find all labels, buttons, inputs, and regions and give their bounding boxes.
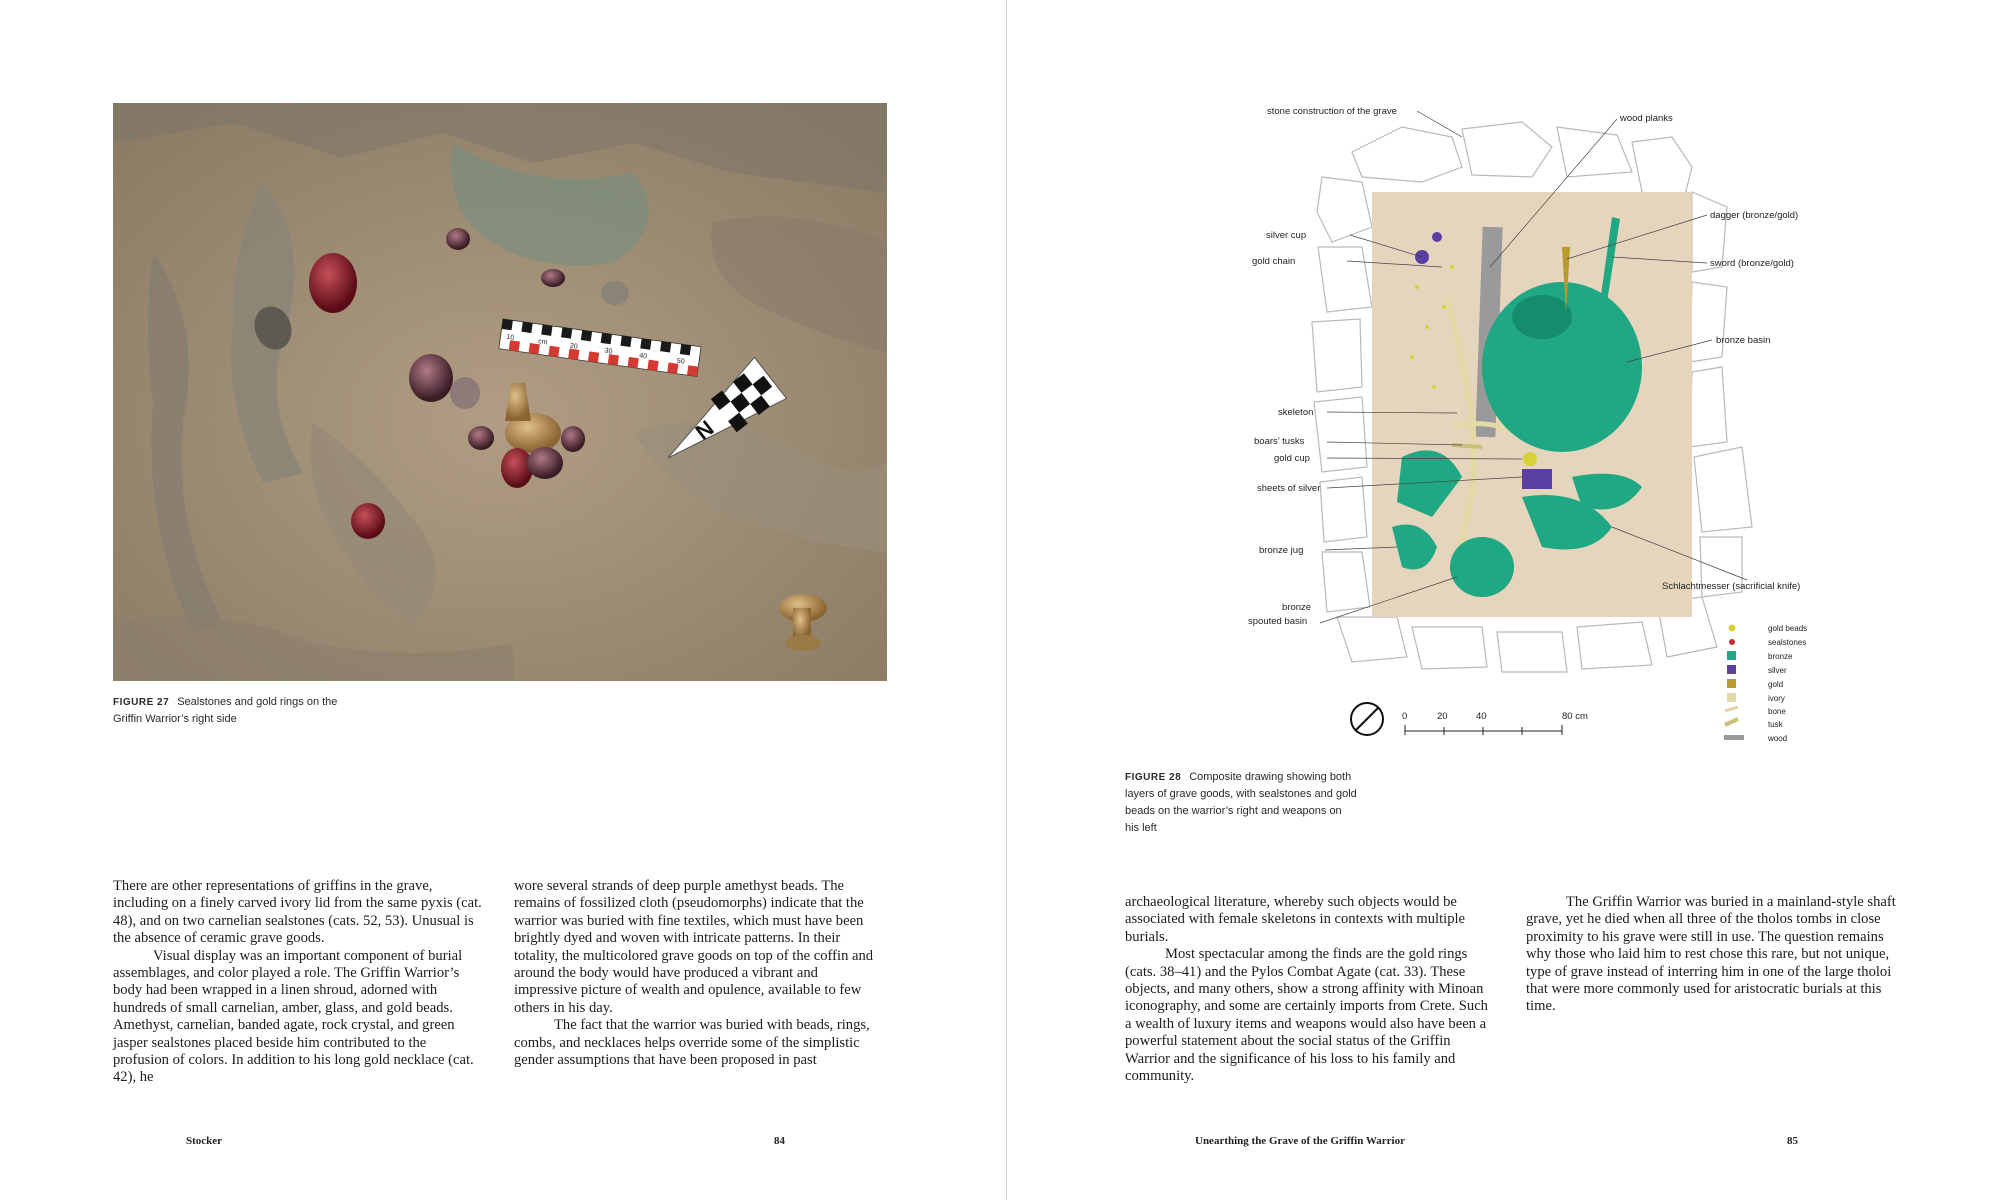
legend [1724, 624, 1807, 743]
legend-bronze: bronze [1768, 652, 1793, 661]
left-col2-paragraph-1: wore several strands of deep purple amethyst beads. The remains of fossilized cloth (pseudomorphs) indicate that the warrior was buried with fine textiles, which must have been brightly dyed and woven with intricate patterns. In their totality, the multicolored grave goods on top of the coffin and around the body would have produced a vibrant and impressive picture of wealth and opulence, available to few others in his day. [514, 878, 874, 1016]
legend-swatch-gold-beads [1729, 625, 1736, 632]
right-column-1 [1125, 894, 1495, 1085]
figure28-diagram [1222, 97, 1832, 755]
figure27-caption-line1: Sealstones and gold rings on the [177, 696, 338, 708]
scale-label-cm: cm [537, 338, 548, 347]
figure27-caption-line2: Griffin Warrior’s right side [113, 713, 237, 725]
scale-label-10: 10 [506, 333, 515, 342]
figure27-photo [113, 103, 887, 681]
label-sheets-of-silver: sheets of silver [1257, 483, 1321, 494]
left-col1-paragraph-2: Visual display was an important component of burial assemblages, and color played a role. The Griffin Warrior’s body had been wrapped in a linen shroud, adorned with hundreds of small carnelian, amber, glass, and gold beads. Amethyst, carnelian, banded agate, rock crystal, and green jasper sealstones placed beside him contributed to the profusion of colors. In addition to his long gold necklace (cat. 42), he [113, 947, 474, 1086]
right-footer-title: Unearthing the Grave of the Griffin Warrior [1195, 1135, 1405, 1147]
label-silver-cup: silver cup [1266, 230, 1307, 241]
legend-gold: gold [1768, 680, 1784, 689]
bronze-spouted-basin [1450, 537, 1514, 597]
legend-swatch-gold [1727, 679, 1736, 688]
scale-end: 80 cm [1562, 711, 1588, 722]
left-footer-author: Stocker [186, 1135, 223, 1147]
legend-gold-beads: gold beads [1768, 624, 1808, 633]
legend-sealstones: sealstones [1768, 638, 1807, 647]
legend-silver: silver [1768, 666, 1787, 675]
right-column-2 [1526, 894, 1896, 1016]
label-gold-chain: gold chain [1252, 256, 1296, 267]
label-bronze-spouted-2: spouted basin [1248, 616, 1308, 627]
label-gold-cup: gold cup [1274, 453, 1310, 464]
legend-swatch-ivory [1727, 693, 1736, 702]
legend-ivory: ivory [1768, 694, 1785, 703]
right-col2-paragraph-1: The Griffin Warrior was buried in a mainland-style shaft grave, yet he died when all three of the tholos tombs in close proximity to his grave were still in use. The question remains why those who laid him to rest chose this rare, but not unique, type of grave instead of interring him in one of the large tholoi that were more commonly used for aristocratic burials at this time. [1526, 894, 1896, 1015]
left-column-1 [113, 878, 483, 1087]
left-column-2 [514, 878, 884, 1069]
left-col2-paragraph-2: The fact that the warrior was buried with beads, rings, combs, and necklaces helps override some of the simplistic gender assumptions that have been proposed in past [514, 1017, 870, 1069]
scale-label-20: 20 [569, 342, 579, 351]
scale-tick-40: 40 [1476, 711, 1487, 722]
label-wood-planks: wood planks [1620, 113, 1673, 124]
north-symbol-icon [1351, 703, 1383, 735]
figure28-caption-line3: beads on the warrior’s right and weapons on [1125, 805, 1342, 817]
legend-swatch-bronze [1727, 651, 1736, 660]
right-col1-paragraph-2: Most spectacular among the finds are the gold rings (cats. 38–41) and the Pylos Combat Agate (cat. 33). These objects, and many others, show a strong affinity with Minoan iconography, and some are certainly imports from Crete. Such a wealth of luxury items and weapons would also have been a powerful statement about the social status of the Griffin Warrior and the significance of his loss to his family and community. [1125, 946, 1488, 1085]
label-sword: sword (bronze/gold) [1710, 258, 1794, 269]
label-dagger: dagger (bronze/gold) [1710, 210, 1799, 221]
right-col1-paragraph-1: archaeological literature, whereby such objects would be associated with female skeletons in contexts with multiple burials. [1125, 894, 1466, 945]
legend-swatch-silver [1727, 665, 1736, 674]
figure28-caption [1125, 769, 1445, 837]
figure27-caption [113, 694, 413, 728]
legend-wood: wood [1768, 734, 1788, 743]
scale-bar [1402, 711, 1588, 735]
figure28-caption-line1: Composite drawing showing both [1189, 771, 1352, 783]
legend-bone: bone [1768, 707, 1786, 716]
gold-cup [1523, 452, 1537, 466]
sheets-of-silver [1522, 469, 1552, 489]
label-skeleton: skeleton [1278, 407, 1314, 418]
figure28-caption-line4: his left [1125, 822, 1157, 834]
figure28-number: FIGURE 28 [1125, 772, 1182, 783]
left-footer-page: 84 [774, 1135, 785, 1147]
label-bronze-jug: bronze jug [1259, 545, 1304, 556]
scale-tick-0: 0 [1402, 711, 1408, 722]
legend-swatch-wood [1724, 735, 1744, 740]
scale-label-40: 40 [638, 352, 648, 361]
figure28-caption-line2: layers of grave goods, with sealstones and gold [1125, 788, 1357, 800]
left-col1-paragraph-1: There are other representations of griffins in the grave, including on a finely carved ivory lid from the same pyxis (cat. 48), and on two carnelian sealstones (cats. 52, 53). Unusual is the absence of ceramic grave goods. [113, 878, 482, 947]
legend-swatch-bone [1725, 707, 1738, 711]
legend-tusk: tusk [1768, 720, 1783, 729]
scale-label-30: 30 [604, 347, 613, 356]
right-footer-page: 85 [1787, 1135, 1798, 1147]
label-boars-tusks: boars’ tusks [1254, 436, 1305, 447]
scale-label-50: 50 [676, 357, 686, 366]
label-stone-construction: stone construction of the grave [1267, 106, 1397, 117]
label-bronze-basin: bronze basin [1716, 335, 1771, 346]
boars-tusks [1452, 445, 1482, 447]
figure27-number: FIGURE 27 [113, 697, 170, 708]
legend-swatch-sealstones [1729, 639, 1735, 645]
north-arrow-letter: N [690, 415, 719, 445]
legend-swatch-tusk [1725, 719, 1738, 725]
label-schlachtmesser: Schlachtmesser (sacrificial knife) [1662, 581, 1801, 592]
scale-tick-20: 20 [1437, 711, 1448, 722]
label-bronze-spouted-1: bronze [1282, 602, 1312, 613]
spread-gutter [1006, 0, 1007, 1200]
